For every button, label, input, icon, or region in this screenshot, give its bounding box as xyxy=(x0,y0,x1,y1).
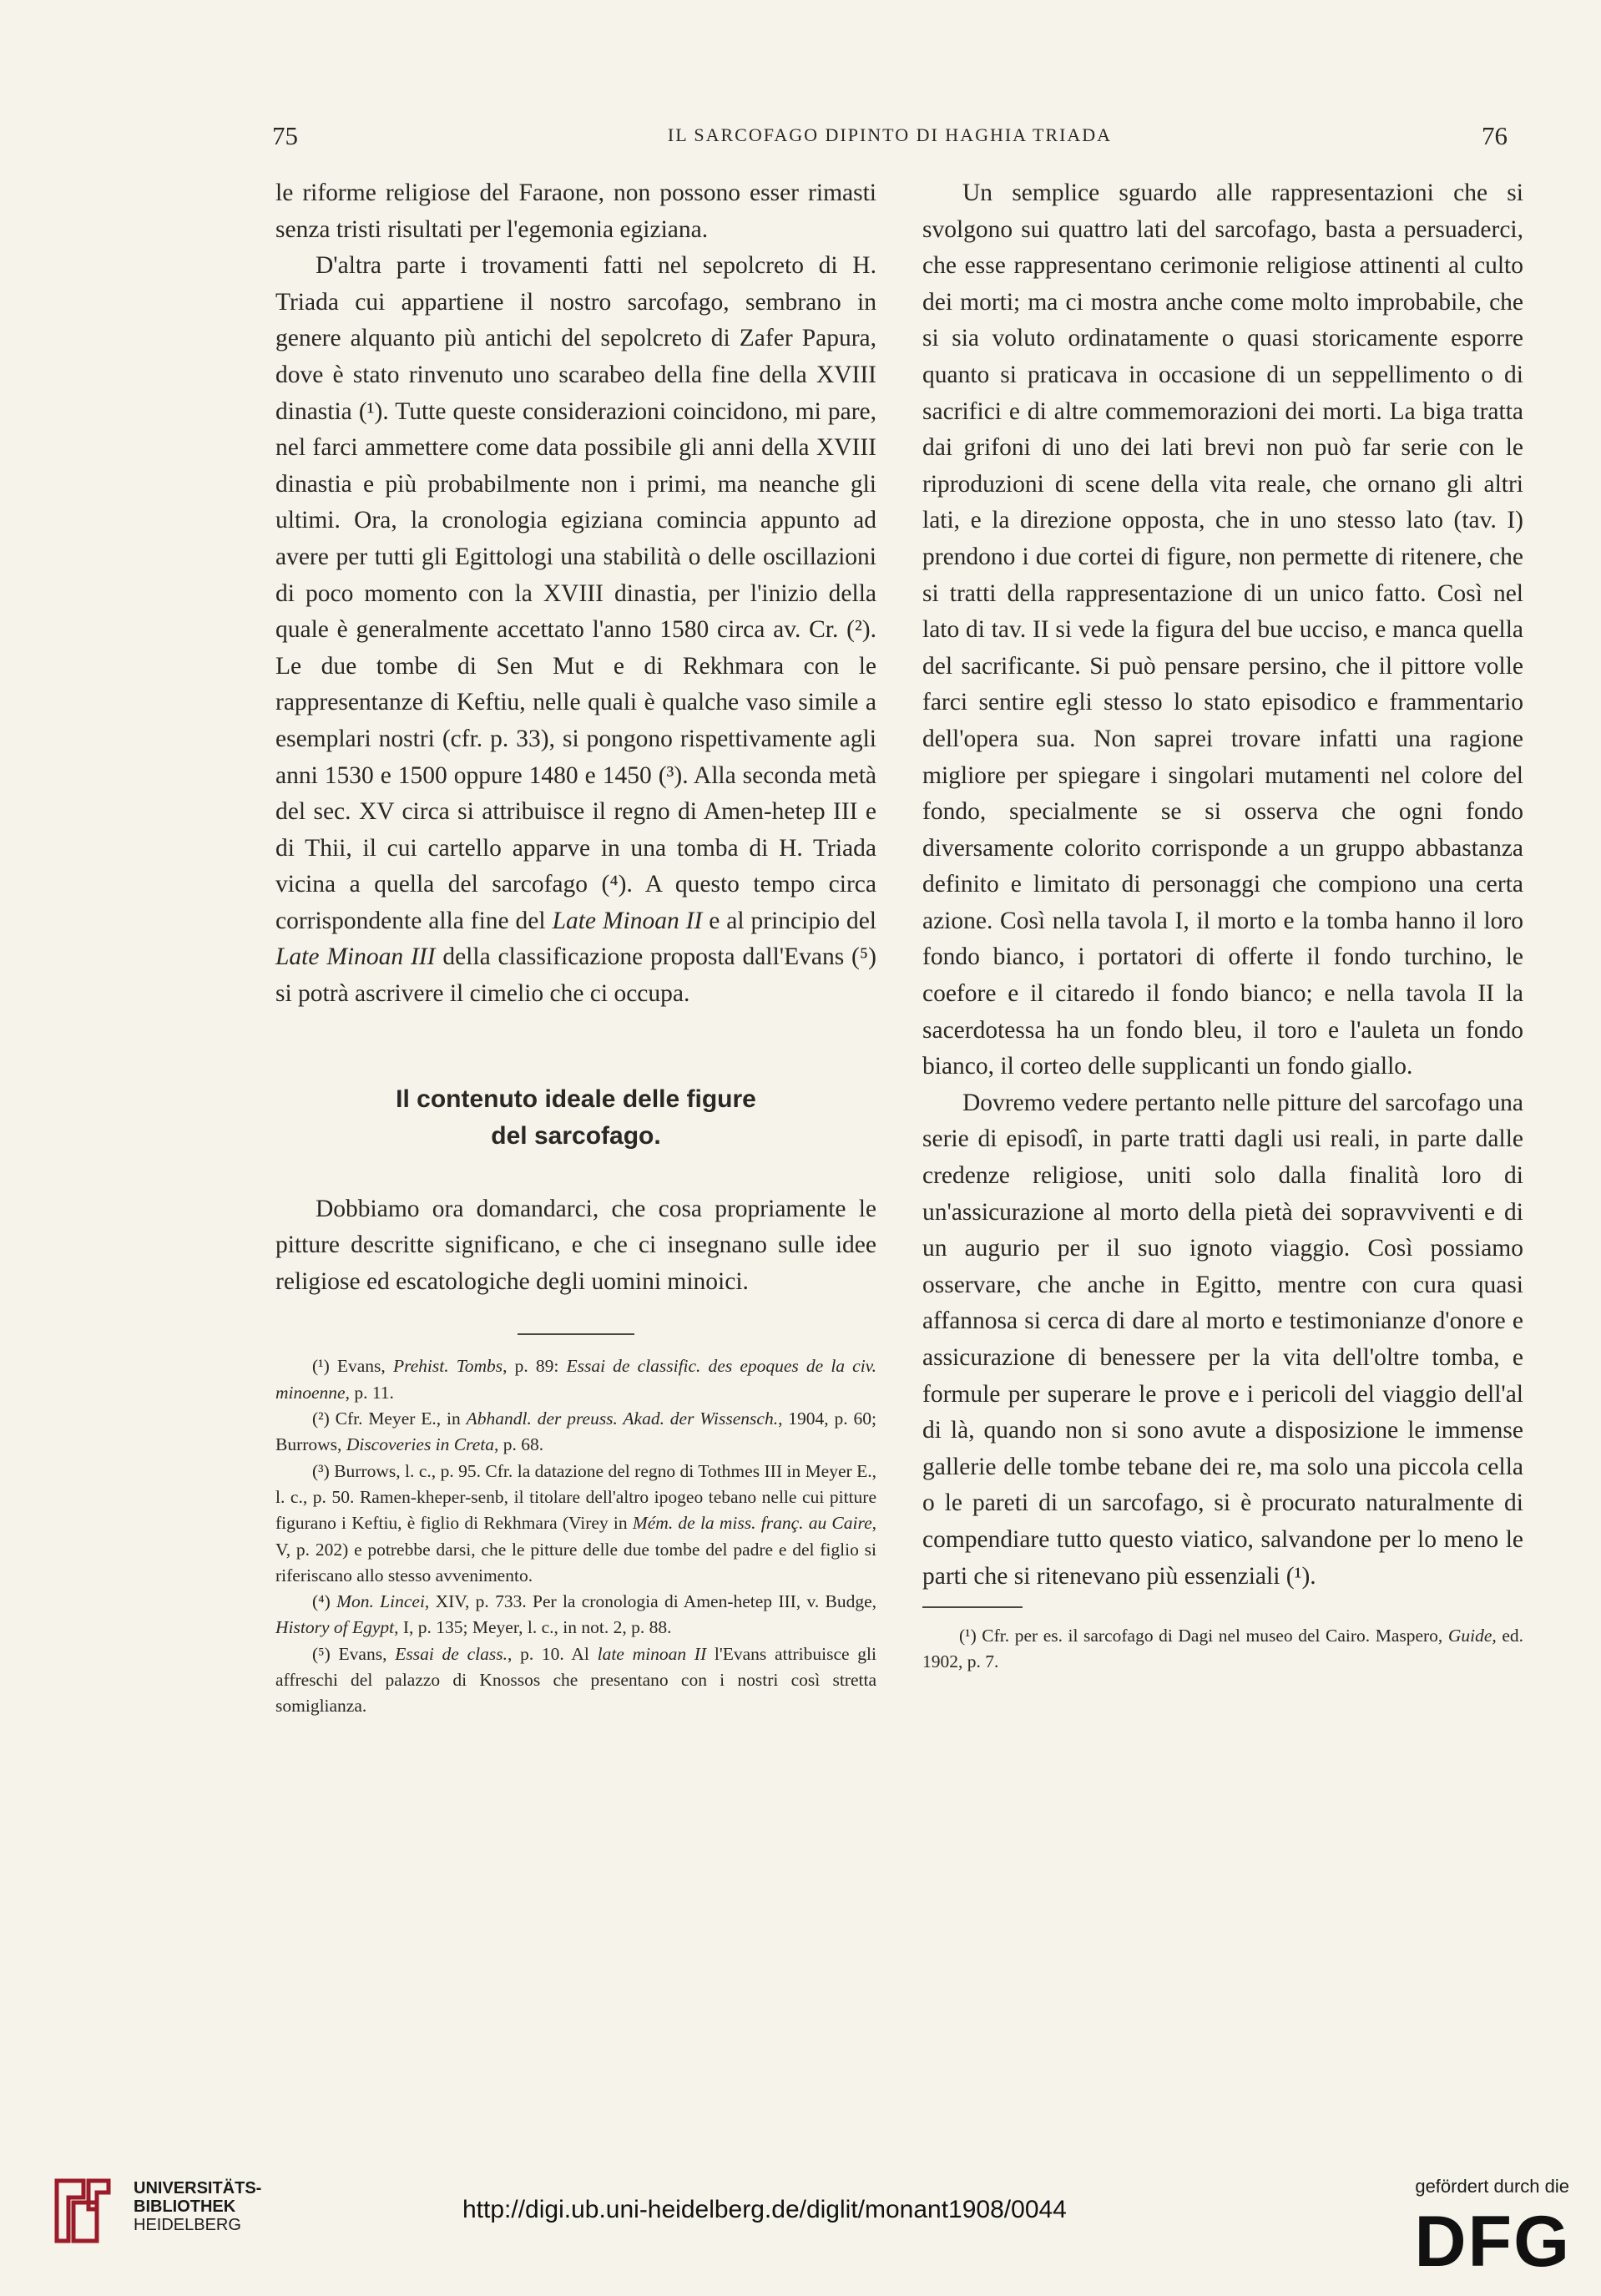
paragraph-text: della classificazione proposta dall'Evans (⁵) si potrà ascrivere il cimelio che ci occupa. xyxy=(275,943,876,1008)
section-heading xyxy=(275,1081,876,1155)
paragraph: le riforme religiose del Faraone, non possono esser rimasti senza tristi risultati per l'egemonia egiziana. xyxy=(275,180,876,243)
footnote-text: (¹) Cfr. per es. il sarcofago di Dagi nel museo del Cairo. Maspero, xyxy=(959,1626,1448,1646)
footnote-text: (⁵) Evans, xyxy=(312,1643,396,1664)
footnote-text: , 1904, p. 60; Burrows, xyxy=(275,1408,876,1455)
footnote-italic: Prehist. Tombs xyxy=(392,1356,503,1377)
funding-label: gefördert durch die xyxy=(1415,2176,1569,2197)
footnote xyxy=(275,1406,876,1459)
footnote-text: (¹) Evans, xyxy=(312,1356,393,1377)
footnote-text: l'Evans attribuisce gli affreschi del palazzo di Knossos che presentano con i nostri così stretta somiglianza. xyxy=(275,1643,876,1717)
paragraph: Dobbiamo ora domandarci, che cosa propriamente le pitture descritte significano, e che ci insegnano sulle idee religiose ed escatologiche degli uomini minoici. xyxy=(275,1195,876,1295)
footnote-italic: Mon. Lincei xyxy=(336,1591,425,1612)
footnote-italic: Mém. de la miss. franç. au Caire xyxy=(632,1513,872,1534)
footnote xyxy=(275,1459,876,1589)
footnotes xyxy=(922,1623,1523,1676)
page-number-right: 76 xyxy=(1482,121,1508,150)
italic-term: Late Minoan II xyxy=(552,907,703,934)
right-column xyxy=(922,175,1523,1676)
footnote-italic: Guide xyxy=(1447,1626,1492,1646)
footnotes xyxy=(275,1353,876,1719)
footnote xyxy=(922,1623,1523,1676)
footnote-text: , p. 68. xyxy=(493,1434,544,1455)
footnote-text: (³) Burrows, l. c., p. 95. Cfr. la datazione del regno di Tothmes III in Meyer E., l. c., p. 50. Ramen-kheper-senb, il titolare dell'altro ipogeo tebano nelle cui pitture figurano i Keftiu, è figlio di Rekhmara (Virey in xyxy=(275,1460,876,1534)
footnote-italic: Essai de class. xyxy=(395,1643,508,1664)
paragraph-text: D'altra parte i trovamenti fatti nel sepolcreto di H. Triada cui appartiene il nostro sarcofago, sembrano in genere alquanto più antichi del sepolcreto di Zafer Papura, dove è stato rinvenuto uno scarabeo della fine della XVIII dinastia (¹). Tutte queste considerazioni coincidono, mi pare, nel farci ammettere come data possibile gli anni della XVIII dinastia e più probabilmente non i primi, ma neanche gli ultimi. Ora, la cronologia egiziana comincia appunto ad avere per tutti gli Egittologi una stabilità o delle oscillazioni di poco momento con la XVIII dinastia, per l'inizio della quale è generalmente accettato l'anno 1580 circa av. Cr. (²). Le due tombe di Sen Mut e di Rekhmara con le rappresentanze di Keftiu, nelle quali è qualche vaso simile a esemplari nostri (cfr. p. 33), si pongono rispettivamente agli anni 1530 e 1500 oppure 1480 e 1450 (³). Alla seconda metà del sec. XV circa si attribuisce il regno di Amen-hetep III e di Thii, il cui cartello apparve in una tomba di H. Triada vicina a quella del sarcofago (⁴). A questo tempo circa corrispondente alla fine del xyxy=(275,252,876,934)
footnote-italic: Essai de classific. des epoques de la civ. minoenne xyxy=(275,1356,877,1403)
paragraph-text: e al principio del xyxy=(702,907,876,934)
library-name-line: UNIVERSITÄTS- xyxy=(134,2179,262,2197)
page-number-left: 75 xyxy=(272,121,298,150)
footnote xyxy=(275,1641,876,1720)
footnote-text: , p. 89: xyxy=(503,1356,567,1377)
footnote xyxy=(275,1353,876,1406)
paragraph: Dovremo vedere pertanto nelle pitture del sarcofago una serie di episodî, in parte tratti dagli usi reali, in parte dalle credenze religiose, uniti solo dalla finalità loro di un'assicurazione al morto della pietà dei sopravviventi e di un augurio per il suo ignoto viaggio. Così possiamo osservare, che anche in Egitto, mentre con cura quasi affannosa si cerca di dare al morto e testimonianze d'onore e assicurazione di benessere per la vita dell'oltre tomba, e formule per superare le prove e i pericoli del viaggio dell'al di là, quando non si sono avute a disposizione le immense gallerie delle tombe tebane dei re, ma solo una piccola cella o le pareti di un sarcofago, si è procurato naturalmente di compendiare tutto questo viatico, salvandone per lo meno le parti che si ritenevano più essenziali (¹). xyxy=(922,1089,1523,1590)
italic-term: Late Minoan III xyxy=(275,943,436,971)
footnote-italic: History of Egypt xyxy=(275,1617,395,1638)
library-name xyxy=(134,2179,261,2234)
library-name-line: HEIDELBERG xyxy=(134,2216,241,2234)
footnote-italic: late minoan II xyxy=(597,1643,707,1664)
running-header xyxy=(272,121,1508,154)
running-title: IL SARCOFAGO DIPINTO DI HAGHIA TRIADA xyxy=(667,124,1113,145)
dfg-logo: DFG xyxy=(1414,2202,1571,2282)
footnote xyxy=(275,1589,876,1641)
section-heading-line: Il contenuto ideale delle figure xyxy=(396,1085,756,1113)
footnote-text: , V, p. 202) e potrebbe darsi, che le pitture delle due tombe del padre e del figlio si riferiscano allo stesso avvenimento. xyxy=(275,1513,876,1585)
footnote-text: , XIV, p. 733. Per la cronologia di Amen-hetep III, v. Budge, xyxy=(424,1591,876,1612)
footnote-text: , p. 10. Al xyxy=(507,1643,598,1664)
footnote-italic: Abhandl. der preuss. Akad. der Wissensch. xyxy=(466,1408,779,1429)
left-column xyxy=(275,175,876,1720)
permalink-url[interactable]: http://digi.ub.uni-heidelberg.de/diglit/monant1908/0044 xyxy=(462,2196,1067,2223)
university-library-logo-icon xyxy=(50,2172,117,2248)
digitization-footer xyxy=(0,2154,1601,2296)
paragraph: Un semplice sguardo alle rappresentazioni che si svolgono sui quattro lati del sarcofago, basta a persuaderci, che esse rappresentano cerimonie religiose attinenti al culto dei morti; ma ci mostra anche come molto improbabile, che si sia voluto ordinatamente o quasi storicamente esporre quanto si praticava in occasione di un seppellimento o di sacrifici e di altre commemorazioni dei morti. La biga tratta dai grifoni di uno dei lati brevi non può far serie con le riproduzioni di scene della vita reale, che ornano gli altri lati, e la direzione opposta, che in uno stesso lato (tav. I) prendono i due cortei di figure, non permette di ritenere, che si tratti della rappresentazione di un unico fatto. Così nel lato di tav. II si vede la figura del bue ucciso, e manca quella del sacrificante. Si può pensare persino, che il pittore volle farci sentire egli stesso lo stato episodico e frammentario dell'opera sua. Non saprei trovare infatti una ragione migliore per spiegare i singolari mutamenti nel colore del fondo, specialmente se si osserva che ogni fondo diversamente colorito corrisponde a un gruppo abbastanza definito e limitato di personaggi che compiono una certa azione. Così nella tavola I, il morto e la tomba hanno il loro fondo bianco, i portatori di offerte il fondo turchino, le coefore e il citaredo il fondo bianco; e nella tavola II la sacerdotessa ha un fondo bleu, il toro e l'auleta un fondo bianco, il corteo delle supplicanti un fondo giallo. xyxy=(922,180,1523,1080)
footnote-italic: Discoveries in Creta xyxy=(346,1434,494,1455)
library-name-line: BIBLIOTHEK xyxy=(134,2197,236,2216)
paragraph xyxy=(275,248,876,1012)
footnote-text: (⁴) xyxy=(312,1591,337,1612)
section-heading-line: del sarcofago. xyxy=(491,1121,661,1150)
footnote-text: , p. 11. xyxy=(345,1382,394,1403)
footnote-text: , ed. 1902, p. 7. xyxy=(922,1626,1523,1672)
footnote-text: , I, p. 135; Meyer, l. c., in not. 2, p. 88. xyxy=(394,1617,672,1638)
footnote-text: (²) Cfr. Meyer E., in xyxy=(312,1408,467,1429)
